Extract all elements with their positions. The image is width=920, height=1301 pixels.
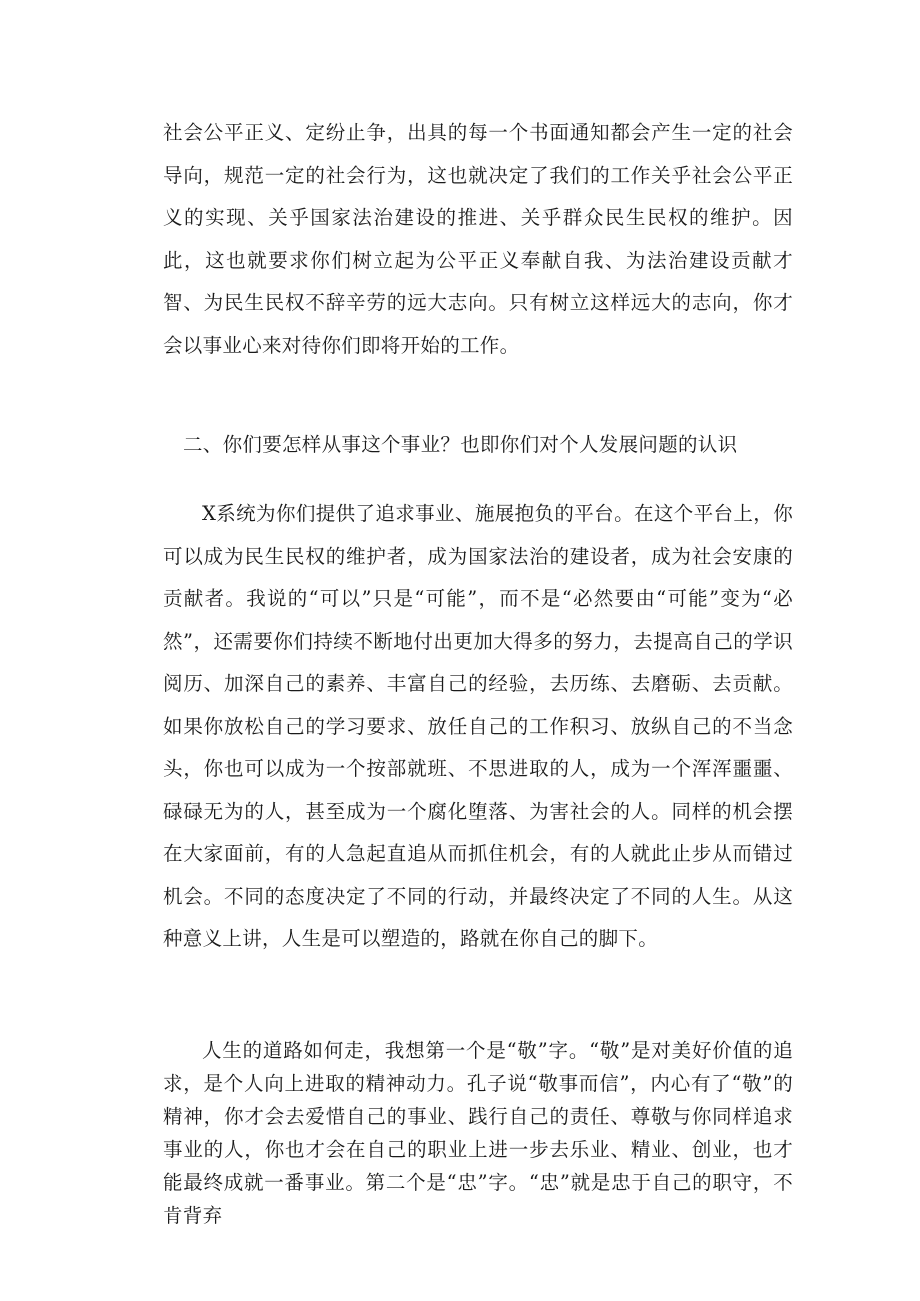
body-paragraph: 社会公平正义、定纷止争，出具的每一个书面通知都会产生一定的社会导向，规范一定的社会行为，这也就决定了我们的工作关乎社会公平正义的实现、关乎国家法治建设的推进、关乎群众民生民权的维护。因此，这也就要求你们树立起为公平正义奉献自我、为法治建设贡献才智、为民生民权不辞辛劳的远大志向。只有树立这样远大的志向，你才会以事业心来对待你们即将开始的工作。 (163, 121, 793, 357)
body-paragraph: 人生的道路如何走，我想第一个是“敬”字。“敬”是对美好价值的追求，是个人向上进取的精神动力。孔子说“敬事而信”，内心有了“敬”的精神，你才会去爱惜自己的事业、践行自己的责任、尊敬与你同样追求事业的人，你也才会在自己的职业上进一步去乐业、精业、创业，也才能最终成就一番事业。第二个是“忠”字。“忠”就是忠于自己的职守，不肯背弃 (163, 1039, 793, 1227)
section-heading: 二、你们要怎样从事这个事业？也即你们对个人发展问题的认识 (183, 433, 738, 456)
body-paragraph: X系统为你们提供了追求事业、施展抱负的平台。在这个平台上，你可以成为民生民权的维护者，成为国家法治的建设者，成为社会安康的贡献者。我说的“可以”只是“可能”，而不是“必然要由“可能”变为“必然”，还需要你们持续不断地付出更加大得多的努力，去提高自己的学识阅历、加深自己的素养、丰富自己的经验，去历练、去磨砺、去贡献。如果你放松自己的学习要求、放任自己的工作积习、放纵自己的不当念头，你也可以成为一个按部就班、不思进取的人，成为一个浑浑噩噩、碌碌无为的人，甚至成为一个腐化堕落、为害社会的人。同样的机会摆在大家面前，有的人急起直追从而抓住机会，有的人就此止步从而错过机会。不同的态度决定了不同的行动，并最终决定了不同的人生。从这种意义上讲，人生是可以塑造的，路就在你自己的脚下。 (163, 502, 793, 950)
